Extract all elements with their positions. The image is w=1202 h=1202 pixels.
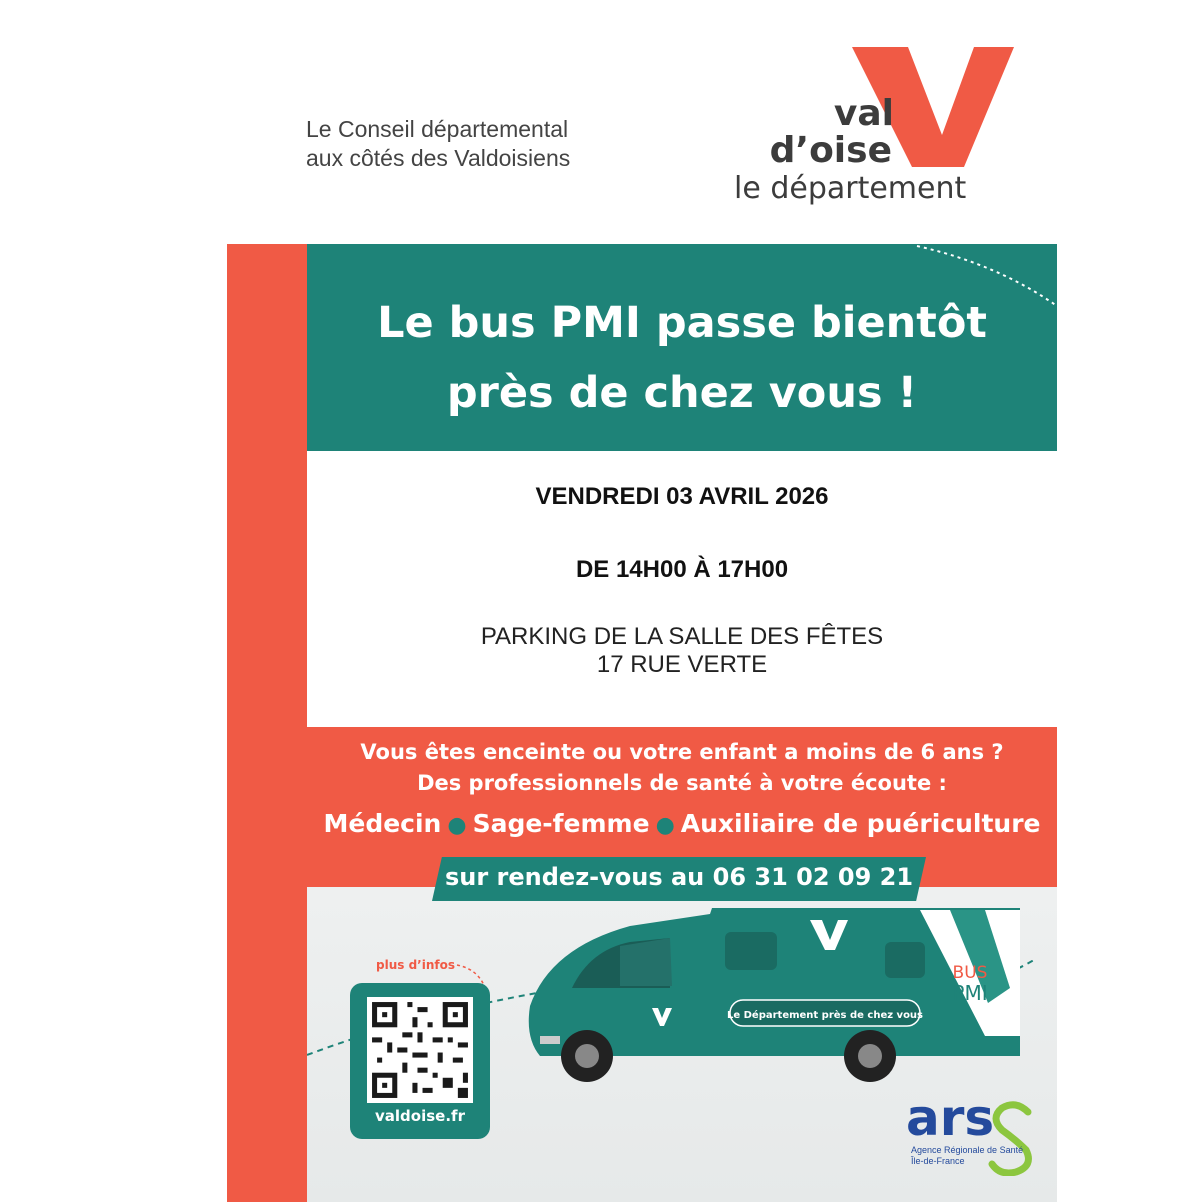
ars-logo-text: ars <box>906 1089 995 1147</box>
qr-code-pattern <box>367 997 473 1103</box>
conseil-line-1: Le Conseil départemental <box>306 116 569 142</box>
bus-label-line-2: PMI <box>952 981 988 1005</box>
bus-label-line-1: BUS <box>952 963 988 983</box>
plus-infos-label: plus d’infos <box>376 958 455 972</box>
place-line-2: 17 RUE VERTE <box>596 651 768 678</box>
headline-line-1: Le bus PMI passe bientôt <box>377 298 987 348</box>
ars-sub-line-1: Agence Régionale de Santé <box>911 1145 1024 1155</box>
event-info-box <box>307 451 1057 727</box>
professionals-list <box>307 809 1057 838</box>
headline <box>307 288 1057 428</box>
headline-line-2: près de chez vous ! <box>446 368 918 418</box>
event-place <box>307 623 1057 679</box>
logo-val-text: val <box>833 93 894 134</box>
pmi-bus-illustration <box>480 888 1060 1098</box>
headline-banner <box>307 244 1057 451</box>
event-hours: DE 14H00 À 17H00 <box>575 556 789 583</box>
conseil-tagline <box>306 115 626 173</box>
ars-sub-line-2: Île-de-France <box>911 1156 965 1166</box>
professional-auxiliaire: Auxiliaire de puériculture <box>680 809 1041 838</box>
event-date: VENDREDI 03 AVRIL 2026 <box>535 483 829 510</box>
question-line-1: Vous êtes enceinte ou votre enfant a moins de 6 ans ? <box>360 740 1004 764</box>
logo-departement-text: le département <box>734 171 967 206</box>
professional-sage-femme: Sage-femme <box>472 809 650 838</box>
appointment-phone[interactable]: sur rendez-vous au 06 31 02 09 21 <box>444 863 914 891</box>
professional-medecin: Médecin <box>323 809 442 838</box>
bullet-dot-icon: ● <box>655 813 675 838</box>
qr-card[interactable] <box>350 983 490 1139</box>
target-question <box>307 737 1057 799</box>
bus-side-text: Le Département près de chez vous <box>726 1010 924 1021</box>
question-line-2: Des professionnels de santé à votre écoute : <box>417 771 947 795</box>
ars-subtitle <box>911 1145 1031 1167</box>
bullet-dot-icon: ● <box>447 813 467 838</box>
qr-caption[interactable]: valdoise.fr <box>375 1107 465 1125</box>
logo-doise-text: d’oise <box>769 130 892 171</box>
poster-left-band <box>227 244 307 1202</box>
place-line-1: PARKING DE LA SALLE DES FÊTES <box>480 623 884 650</box>
qr-code-icon[interactable] <box>367 997 473 1103</box>
conseil-line-2: aux côtés des Valdoisiens <box>306 145 571 171</box>
